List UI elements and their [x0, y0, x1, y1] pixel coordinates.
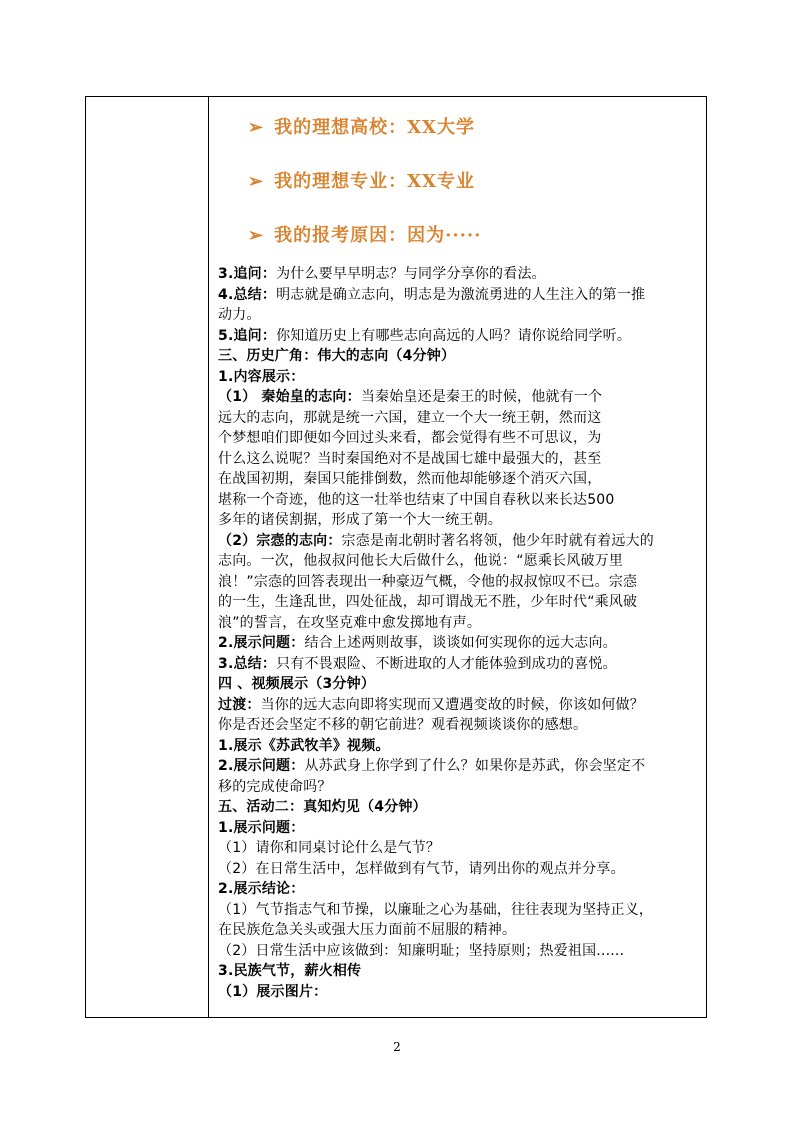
text-line: 过渡：当你的远大志向即将实现而又遭遇变故的时候，你该如何做？ [218, 696, 645, 713]
lesson-text [218, 264, 704, 1002]
text-line: 3.总结：只有不畏艰险、不断进取的人才能体验到成功的喜悦。 [218, 655, 617, 672]
arrow-icon: ➢ [248, 225, 265, 246]
text-line: 五、活动二：真知灼见（4分钟） [218, 799, 427, 815]
arrow-icon: ➢ [248, 171, 265, 192]
text-line: 2.展示问题：结合上述两则故事，谈谈如何实现你的远大志向。 [218, 635, 617, 651]
text-line: 3.民族气节，薪火相传 [218, 963, 362, 979]
left-column-cell [86, 97, 209, 1017]
lesson-table [85, 96, 707, 1018]
text-line: （1）气节指志气和节操，以廉耻之心为基础，往往表现为坚持正义， [218, 901, 654, 918]
text-line: 动力。 [218, 307, 261, 323]
text-line: 的一生，生逢乱世，四处征战，却可谓战无不胜，少年时代“乘风破 [218, 594, 638, 610]
text-line: 堪称一个奇迹，他的这一壮举也结束了中国自春秋以来长达500 [218, 491, 615, 508]
arrow-icon: ➢ [248, 117, 265, 138]
text-line: 志向。一次，他叔叔问他长大后做什么，他说：“愿乘长风破万里 [218, 553, 624, 569]
text-line: 在战国初期，秦国只能排倒数，然而他却能够逐个消灭六国， [218, 471, 602, 487]
text-line: 3.追问：为什么要早早明志？与同学分享你的看法。 [218, 266, 546, 282]
text-line: 5.追问：你知道历史上有哪些志向高远的人吗？请你说给同学听。 [218, 327, 632, 344]
text-line: 你是否还会坚定不移的朝它前进？观看视频谈谈你的感想。 [218, 717, 588, 733]
text-line: 什么这么说呢？当时秦国绝对不是战国七雄中最强大的，甚至 [218, 450, 602, 467]
text-line: 浪”的誓言，在攻坚克难中愈发掷地有声。 [218, 614, 482, 631]
text-line: 2.展示问题：从苏武身上你学到了什么？如果你是苏武，你会坚定不 [218, 758, 646, 774]
text-line: （1）展示图片： [218, 983, 328, 1000]
text-line: 三、历史广角：伟大的志向（4分钟） [218, 348, 456, 364]
text-line: 浪！”宗悫的回答表现出一种豪迈气概，令他的叔叔惊叹不已。宗悫 [218, 573, 638, 590]
text-line: 1.内容展示： [218, 368, 305, 385]
application-reason-line: ➢ 我的报考原因：因为····· [248, 225, 482, 246]
text-line: 1.展示问题： [218, 819, 305, 836]
text-line: （1）请你和同桌讨论什么是气节？ [218, 840, 441, 856]
ideal-university-line: ➢ 我的理想高校：XX大学 [248, 117, 476, 138]
text-line: 2.展示结论： [218, 881, 305, 897]
text-line: 个梦想咱们即便如今回过头来看，都会觉得有些不可思议，为 [218, 430, 602, 446]
page-number: 2 [393, 1040, 401, 1054]
text-line: （1） 秦始皇的志向：当秦始皇还是秦王的时候，他就有一个 [218, 389, 603, 405]
text-line: 移的完成使命吗？ [218, 778, 332, 795]
text-line: 四 、视频展示（3分钟） [218, 676, 376, 692]
text-line: 远大的志向，那就是统一六国，建立一个大一统王朝，然而这 [218, 409, 602, 426]
text-line: 4.总结：明志就是确立志向，明志是为激流勇进的人生注入的第一推 [218, 286, 646, 303]
text-line: （2）在日常生活中，怎样做到有气节，请列出你的观点并分享。 [218, 860, 625, 877]
text-line: （2）日常生活中应该做到：知廉明耻；坚持原则；热爱祖国...... [218, 942, 625, 959]
text-line: 多年的诸侯割据，形成了第一个大一统王朝。 [218, 512, 502, 528]
ideal-major-line: ➢ 我的理想专业：XX专业 [248, 171, 476, 192]
text-line: （2）宗悫的志向：宗悫是南北朝时著名将领，他少年时就有着远大的 [218, 532, 654, 549]
text-line: 1.展示《苏武牧羊》视频。 [218, 737, 390, 754]
text-line: 在民族危急关头或强大压力面前不屈服的精神。 [218, 922, 517, 938]
content-cell [210, 97, 706, 1017]
